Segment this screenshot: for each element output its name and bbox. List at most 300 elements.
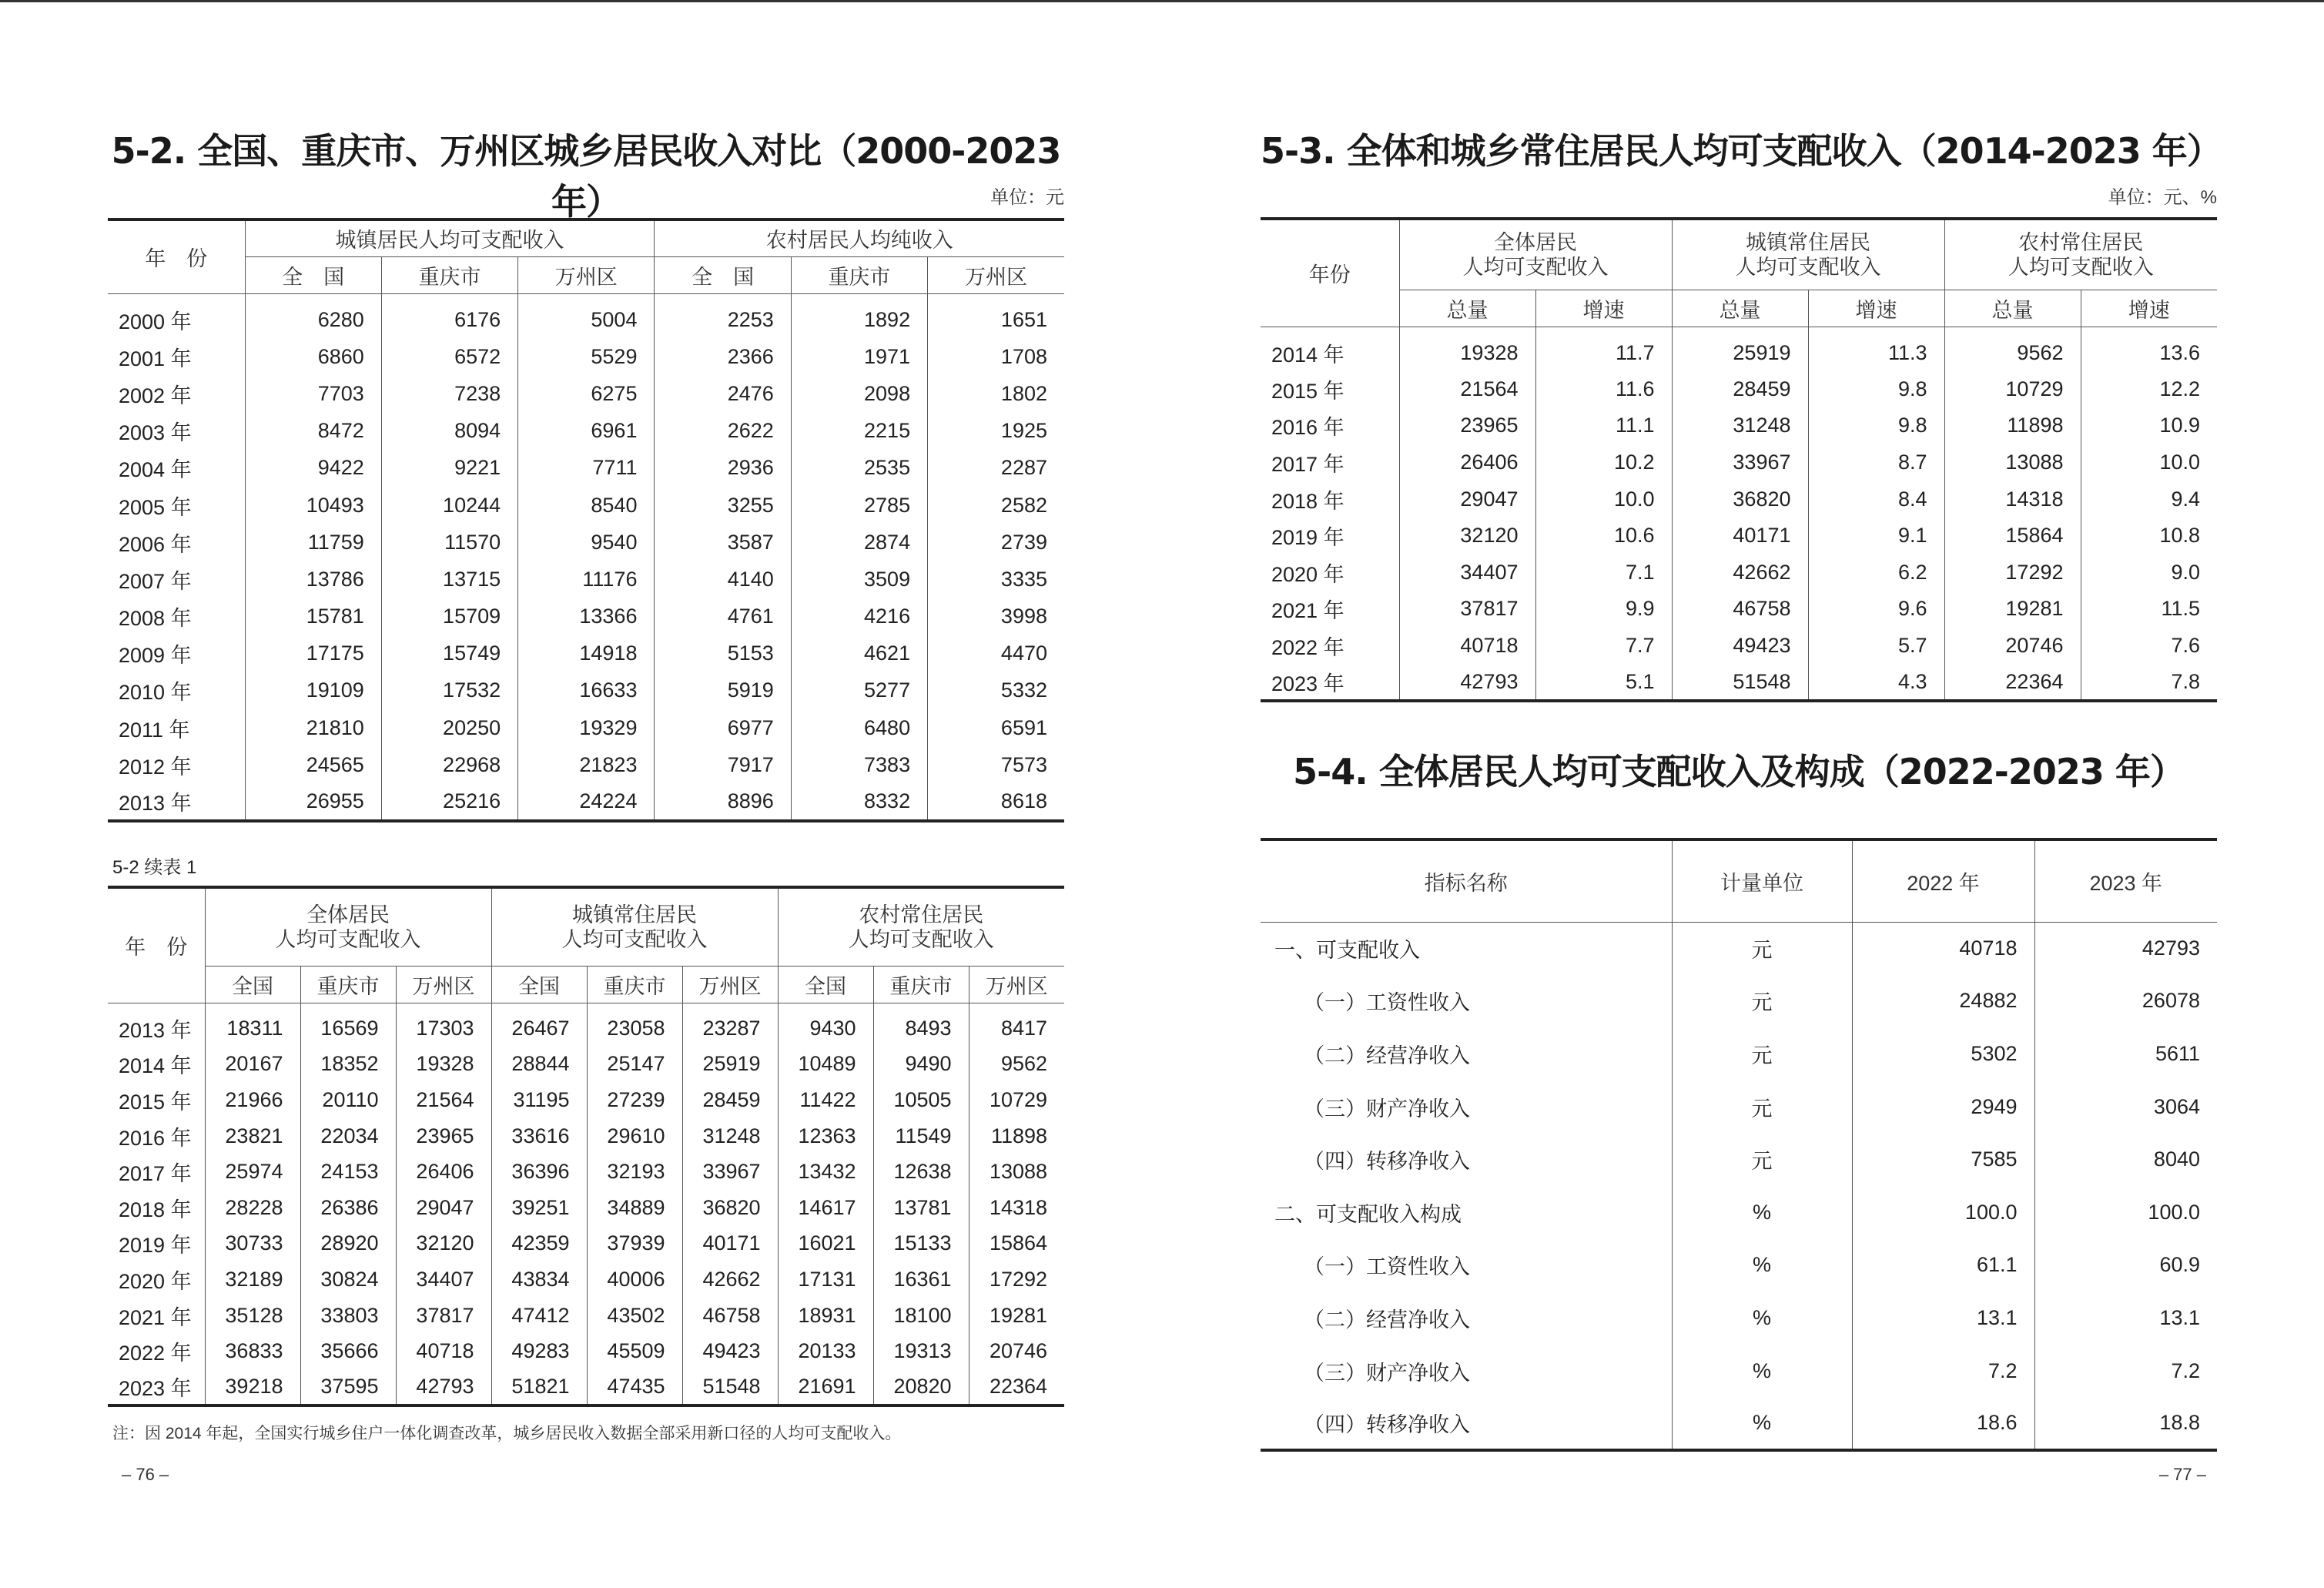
continued-table-label: 5-2 续表 1 <box>112 857 197 878</box>
cell-value: 17292 <box>1944 554 2081 591</box>
cell-value: 10244 <box>381 487 517 524</box>
cell-value: 100.0 <box>1852 1186 2034 1239</box>
cell-value: 49283 <box>491 1333 587 1369</box>
cell-value: 2535 <box>791 450 927 487</box>
cell-value: 13.6 <box>2081 327 2217 371</box>
cell-value: 12638 <box>873 1154 969 1190</box>
unit-cell: 元 <box>1672 975 1852 1028</box>
cell-value: 43834 <box>491 1261 587 1298</box>
table-row <box>1261 371 2217 408</box>
table-5-3-title: 5-3. 全体和城乡常住居民人均可支配收入（2014-2023 年） <box>1261 130 2222 172</box>
cell-value: 16569 <box>300 1003 396 1047</box>
unit-cell: 元 <box>1672 1080 1852 1134</box>
table-row <box>108 524 1064 561</box>
cell-value: 24565 <box>245 746 381 783</box>
cell-value: 2582 <box>928 487 1064 524</box>
cell-value: 28920 <box>300 1226 396 1262</box>
cell-value: 33616 <box>491 1118 587 1154</box>
cell-value: 20820 <box>873 1369 969 1405</box>
cell-value: 18352 <box>300 1047 396 1083</box>
row-year: 2023 年 <box>1261 664 1399 701</box>
year-header: 年 份 <box>108 887 205 1003</box>
cell-value: 7703 <box>245 375 381 412</box>
cell-value: 23058 <box>587 1003 682 1047</box>
table-5-4 <box>1261 838 2217 1452</box>
cell-value: 25919 <box>1672 327 1808 371</box>
cell-value: 43502 <box>587 1298 682 1334</box>
cell-value: 25216 <box>381 783 517 820</box>
row-year: 2019 年 <box>119 1234 192 1258</box>
cell-value: 11.5 <box>2081 591 2217 628</box>
cell-value: 22034 <box>300 1118 396 1154</box>
cell-value: 14918 <box>518 635 655 672</box>
cell-value: 46758 <box>682 1298 778 1334</box>
cell-value: 4621 <box>791 635 927 672</box>
table-row <box>108 709 1064 746</box>
cell-value: 12.2 <box>2081 371 2217 408</box>
cell-value: 33967 <box>682 1154 778 1190</box>
table-row <box>108 1333 1064 1369</box>
row-year: 2007 年 <box>119 569 192 593</box>
row-year: 2000 年 <box>119 310 192 333</box>
cell-value: 51548 <box>1672 664 1808 701</box>
cell-value: 6572 <box>381 338 517 375</box>
cell-value: 7.7 <box>1535 628 1672 665</box>
cell-value: 6591 <box>928 709 1064 746</box>
cell-value: 10493 <box>245 487 381 524</box>
cell-value: 8.7 <box>1808 444 1944 481</box>
cell-value: 21823 <box>518 746 655 783</box>
cell-value: 42662 <box>1672 554 1808 591</box>
unit-cell: % <box>1672 1397 1852 1450</box>
row-year: 2017 年 <box>119 1162 192 1186</box>
cell-value: 4761 <box>655 598 791 635</box>
row-year: 2016 年 <box>119 1126 192 1150</box>
cell-value: 16021 <box>778 1226 873 1262</box>
cell-value: 2622 <box>655 413 791 450</box>
cell-value: 20250 <box>381 709 517 746</box>
cell-value: 19328 <box>396 1047 491 1083</box>
row-year: 2009 年 <box>119 644 192 668</box>
sub-header: 增速 <box>1535 290 1672 327</box>
cell-value: 13366 <box>518 598 655 635</box>
cell-value: 3335 <box>928 561 1064 598</box>
table-row <box>108 561 1064 598</box>
table-5-2-title: 5-2. 全国、重庆市、万州区城乡居民收入对比（2000-2023 年） <box>111 130 1061 223</box>
row-year: 2020 年 <box>119 1269 192 1293</box>
sub-header: 全 国 <box>655 256 791 293</box>
cell-value: 14617 <box>778 1190 873 1226</box>
sub-header: 重庆市 <box>587 966 682 1003</box>
cell-value: 100.0 <box>2034 1186 2217 1239</box>
indicator-name: （一）工资性收入 <box>1304 991 1470 1015</box>
cell-value: 3509 <box>791 561 927 598</box>
cell-value: 33803 <box>300 1298 396 1334</box>
cell-value: 5.1 <box>1535 664 1672 701</box>
cell-value: 18311 <box>205 1003 300 1047</box>
cell-value: 11898 <box>969 1118 1064 1154</box>
row-year: 2016 年 <box>1271 416 1345 440</box>
cell-value: 40718 <box>1399 628 1535 665</box>
cell-value: 13715 <box>381 561 517 598</box>
cell-value: 10729 <box>1944 371 2081 408</box>
right-page <box>1261 0 2222 1588</box>
cell-value: 30824 <box>300 1261 396 1298</box>
indicator-name: （三）财产净收入 <box>1304 1361 1470 1385</box>
cell-value: 34407 <box>1399 554 1535 591</box>
table-row <box>1261 1397 2217 1450</box>
table-row <box>108 1298 1064 1334</box>
row-year: 2006 年 <box>119 532 192 556</box>
cell-value: 1651 <box>928 293 1064 338</box>
sub-header-row <box>1261 290 2217 327</box>
unit-header: 计量单位 <box>1672 839 1852 922</box>
cell-value: 26406 <box>1399 444 1535 481</box>
cell-value: 2215 <box>791 413 927 450</box>
cell-value: 26467 <box>491 1003 587 1047</box>
cell-value: 32189 <box>205 1261 300 1298</box>
cell-value: 4470 <box>928 635 1064 672</box>
table-5-2 <box>108 218 1064 822</box>
sub-header: 总量 <box>1399 290 1535 327</box>
cell-value: 19281 <box>1944 591 2081 628</box>
table-row <box>108 1118 1064 1154</box>
cell-value: 26406 <box>396 1154 491 1190</box>
cell-value: 7573 <box>928 746 1064 783</box>
cell-value: 9221 <box>381 450 517 487</box>
cell-value: 3587 <box>655 524 791 561</box>
cell-value: 3998 <box>928 598 1064 635</box>
indicator-name: 一、可支配收入 <box>1274 939 1420 963</box>
cell-value: 2874 <box>791 524 927 561</box>
cell-value: 40171 <box>682 1226 778 1262</box>
sub-header: 万州区 <box>682 966 778 1003</box>
cell-value: 7917 <box>655 746 791 783</box>
cell-value: 20167 <box>205 1047 300 1083</box>
sub-header: 总量 <box>1944 290 2081 327</box>
sub-header-row <box>108 966 1064 1003</box>
year-header: 年 份 <box>108 219 245 293</box>
cell-value: 39218 <box>205 1369 300 1405</box>
cell-value: 1892 <box>791 293 927 338</box>
row-year: 2014 年 <box>119 1054 192 1078</box>
table-row <box>108 1226 1064 1262</box>
cell-value: 6961 <box>518 413 655 450</box>
cell-value: 11422 <box>778 1082 873 1118</box>
cell-value: 29047 <box>396 1190 491 1226</box>
cell-value: 5.7 <box>1808 628 1944 665</box>
cell-value: 17131 <box>778 1261 873 1298</box>
unit-cell: 元 <box>1672 922 1852 975</box>
row-year: 2021 年 <box>1271 599 1345 623</box>
table-row <box>108 1154 1064 1190</box>
cell-value: 46758 <box>1672 591 1808 628</box>
cell-value: 32120 <box>396 1226 491 1262</box>
cell-value: 5529 <box>518 338 655 375</box>
cell-value: 9.6 <box>1808 591 1944 628</box>
table-5-3 <box>1261 217 2217 702</box>
cell-value: 14318 <box>1944 481 2081 518</box>
cell-value: 24153 <box>300 1154 396 1190</box>
cell-value: 7.2 <box>1852 1345 2034 1398</box>
table-row <box>108 375 1064 412</box>
table-row <box>1261 1133 2217 1186</box>
cell-value: 7238 <box>381 375 517 412</box>
table-row <box>1261 444 2217 481</box>
indicator-name: （四）转移净收入 <box>1261 1397 1672 1450</box>
unit-cell: 元 <box>1672 1133 1852 1186</box>
cell-value: 47435 <box>587 1369 682 1405</box>
cell-value: 8896 <box>655 783 791 820</box>
cell-value: 28459 <box>1672 371 1808 408</box>
cell-value: 18100 <box>873 1298 969 1334</box>
cell-value: 42793 <box>1399 664 1535 701</box>
left-page <box>108 0 1064 1588</box>
cell-value: 28228 <box>205 1190 300 1226</box>
row-year: 2022 年 <box>1271 636 1345 660</box>
cell-value: 2476 <box>655 375 791 412</box>
cell-value: 37817 <box>396 1298 491 1334</box>
table-row <box>1261 664 2217 701</box>
cell-value: 39251 <box>491 1190 587 1226</box>
group-header: 城镇常住居民 人均可支配收入 <box>491 887 778 966</box>
group-header: 农村常住居民 人均可支配收入 <box>778 887 1064 966</box>
cell-value: 9562 <box>1944 327 2081 371</box>
row-year: 2015 年 <box>1271 379 1345 403</box>
table-row <box>108 338 1064 375</box>
row-year: 2004 年 <box>119 458 192 482</box>
unit-cell: % <box>1672 1239 1852 1292</box>
row-year: 2019 年 <box>1271 526 1345 550</box>
cell-value: 5332 <box>928 672 1064 709</box>
cell-value: 15864 <box>1944 518 2081 554</box>
table-row <box>108 1082 1064 1118</box>
cell-value: 42662 <box>682 1261 778 1298</box>
cell-value: 23965 <box>1399 407 1535 444</box>
indicator-name: 二、可支配收入构成 <box>1274 1202 1462 1226</box>
cell-value: 22968 <box>381 746 517 783</box>
indicator-name-header: 指标名称 <box>1261 839 1672 922</box>
cell-value: 5004 <box>518 293 655 338</box>
cell-value: 13.1 <box>1852 1292 2034 1345</box>
cell-value: 49423 <box>682 1333 778 1369</box>
cell-value: 19281 <box>969 1298 1064 1334</box>
cell-value: 23965 <box>396 1118 491 1154</box>
table-row <box>1261 922 2217 975</box>
indicator-name: （一）工资性收入 <box>1304 1255 1470 1279</box>
cell-value: 42793 <box>2034 922 2217 975</box>
cell-value: 2785 <box>791 487 927 524</box>
cell-value: 11898 <box>1944 407 2081 444</box>
cell-value: 9.8 <box>1808 407 1944 444</box>
row-year: 2012 年 <box>119 755 192 779</box>
group-header: 城镇居民人均可支配收入 <box>245 219 655 256</box>
sub-header: 重庆市 <box>381 256 517 293</box>
table-row <box>1261 1027 2217 1080</box>
cell-value: 3064 <box>2034 1080 2217 1134</box>
cell-value: 17303 <box>396 1003 491 1047</box>
table-row <box>108 783 1064 820</box>
cell-value: 7.6 <box>2081 628 2217 665</box>
page-number-left: – 76 – <box>122 1465 169 1484</box>
table-row <box>108 1047 1064 1083</box>
cell-value: 10.0 <box>2081 444 2217 481</box>
cell-value: 5277 <box>791 672 927 709</box>
cell-value: 35666 <box>300 1333 396 1369</box>
sub-header: 全国 <box>205 966 300 1003</box>
cell-value: 6280 <box>245 293 381 338</box>
cell-value: 2949 <box>1852 1080 2034 1134</box>
group-header: 农村常住居民 人均可支配收入 <box>1944 219 2217 290</box>
cell-value: 15709 <box>381 598 517 635</box>
cell-value: 23821 <box>205 1118 300 1154</box>
table-row <box>108 413 1064 450</box>
cell-value: 7.1 <box>1535 554 1672 591</box>
cell-value: 7585 <box>1852 1133 2034 1186</box>
unit-cell: % <box>1672 1345 1852 1398</box>
table-5-2-continued <box>108 886 1064 1407</box>
cell-value: 10.0 <box>1535 481 1672 518</box>
cell-value: 15864 <box>969 1226 1064 1262</box>
table-row <box>108 1003 1064 1047</box>
row-year: 2015 年 <box>119 1090 192 1114</box>
cell-value: 10.2 <box>1535 444 1672 481</box>
cell-value: 21564 <box>396 1082 491 1118</box>
cell-value: 32193 <box>587 1154 682 1190</box>
cell-value: 29610 <box>587 1118 682 1154</box>
row-year: 2001 年 <box>119 347 192 370</box>
group-header: 城镇常住居民 人均可支配收入 <box>1672 219 1944 290</box>
cell-value: 30733 <box>205 1226 300 1262</box>
table-note: 注：因 2014 年起，全国实行城乡住户一体化调查改革，城乡居民收入数据全部采用新口径的人均可支配收入。 <box>112 1425 902 1442</box>
cell-value: 19328 <box>1399 327 1535 371</box>
sub-header: 总量 <box>1672 290 1808 327</box>
group-header: 农村居民人均纯收入 <box>655 219 1064 256</box>
cell-value: 4.3 <box>1808 664 1944 701</box>
cell-value: 9540 <box>518 524 655 561</box>
table-5-3-unit: 单位：元、% <box>2108 187 2217 208</box>
cell-value: 8472 <box>245 413 381 450</box>
table-row <box>1261 1080 2217 1134</box>
unit-cell: 元 <box>1672 1027 1852 1080</box>
cell-value: 13088 <box>969 1154 1064 1190</box>
cell-value: 24882 <box>1852 975 2034 1028</box>
cell-value: 7.8 <box>2081 664 2217 701</box>
row-year: 2018 年 <box>119 1198 192 1221</box>
table-5-2-body <box>108 293 1064 821</box>
cell-value: 26078 <box>2034 975 2217 1028</box>
row-year: 2023 年 <box>108 1369 205 1405</box>
year-2022-header: 2022 年 <box>1852 839 2034 922</box>
row-year: 2020 年 <box>1271 562 1345 586</box>
sub-header: 全国 <box>491 966 587 1003</box>
row-year: 2011 年 <box>119 718 190 742</box>
cell-value: 37595 <box>300 1369 396 1405</box>
cell-value: 9.9 <box>1535 591 1672 628</box>
cell-value: 19109 <box>245 672 381 709</box>
table-row <box>108 293 1064 338</box>
cell-value: 12363 <box>778 1118 873 1154</box>
cell-value: 10.8 <box>2081 518 2217 554</box>
year-2023-header: 2023 年 <box>2034 839 2217 922</box>
indicator-name: （四）转移净收入 <box>1304 1150 1470 1174</box>
cell-value: 11.3 <box>1808 327 1944 371</box>
table-row <box>108 746 1064 783</box>
cell-value: 16633 <box>518 672 655 709</box>
cell-value: 8417 <box>969 1003 1064 1047</box>
sub-header: 全国 <box>778 966 873 1003</box>
cell-value: 35128 <box>205 1298 300 1334</box>
cell-value: 36833 <box>205 1333 300 1369</box>
cell-value: 9.1 <box>1808 518 1944 554</box>
cell-value: 6275 <box>518 375 655 412</box>
cell-value: 9.4 <box>2081 481 2217 518</box>
cell-value: 6480 <box>791 709 927 746</box>
row-year: 2013 年 <box>108 783 245 820</box>
cell-value: 20746 <box>969 1333 1064 1369</box>
cell-value: 1971 <box>791 338 927 375</box>
cell-value: 21564 <box>1399 371 1535 408</box>
cell-value: 24224 <box>518 783 655 820</box>
cell-value: 13786 <box>245 561 381 598</box>
sub-header: 重庆市 <box>300 966 396 1003</box>
indicator-name: （二）经营净收入 <box>1304 1044 1470 1067</box>
table-5-3-body <box>1261 327 2217 701</box>
table-row <box>1261 1292 2217 1345</box>
cell-value: 20133 <box>778 1333 873 1369</box>
cell-value: 2936 <box>655 450 791 487</box>
sub-header: 重庆市 <box>791 256 927 293</box>
cell-value: 1708 <box>928 338 1064 375</box>
row-year: 2010 年 <box>119 681 192 705</box>
cell-value: 3255 <box>655 487 791 524</box>
cell-value: 8332 <box>791 783 927 820</box>
cell-value: 11759 <box>245 524 381 561</box>
cell-value: 1802 <box>928 375 1064 412</box>
table-row <box>1261 554 2217 591</box>
table-row <box>1261 591 2217 628</box>
year-header: 年份 <box>1261 219 1399 327</box>
table-row <box>108 635 1064 672</box>
cell-value: 11549 <box>873 1118 969 1154</box>
cell-value: 5611 <box>2034 1027 2217 1080</box>
cell-value: 13432 <box>778 1154 873 1190</box>
cell-value: 8094 <box>381 413 517 450</box>
sub-header: 万州区 <box>518 256 655 293</box>
cell-value: 9422 <box>245 450 381 487</box>
cell-value: 29047 <box>1399 481 1535 518</box>
sub-header: 增速 <box>2081 290 2217 327</box>
cell-value: 13.1 <box>2034 1292 2217 1345</box>
cell-value: 49423 <box>1672 628 1808 665</box>
cell-value: 7383 <box>791 746 927 783</box>
cell-value: 19313 <box>873 1333 969 1369</box>
row-year: 2013 年 <box>119 1019 192 1043</box>
sub-header: 全 国 <box>245 256 381 293</box>
row-year: 2021 年 <box>119 1305 192 1329</box>
cell-value: 15781 <box>245 598 381 635</box>
cell-value: 20746 <box>1944 628 2081 665</box>
sub-header: 增速 <box>1808 290 1944 327</box>
page-number-right: – 77 – <box>2158 1465 2206 1484</box>
cell-value: 36820 <box>1672 481 1808 518</box>
table-row <box>1261 481 2217 518</box>
cell-value: 40006 <box>587 1261 682 1298</box>
table-5-4-title: 5-4. 全体居民人均可支配收入及构成（2022-2023 年） <box>1293 751 2185 792</box>
indicator-name: （二）经营净收入 <box>1304 1308 1470 1332</box>
group-header: 全体居民 人均可支配收入 <box>1399 219 1672 290</box>
sub-header: 万州区 <box>969 966 1064 1003</box>
